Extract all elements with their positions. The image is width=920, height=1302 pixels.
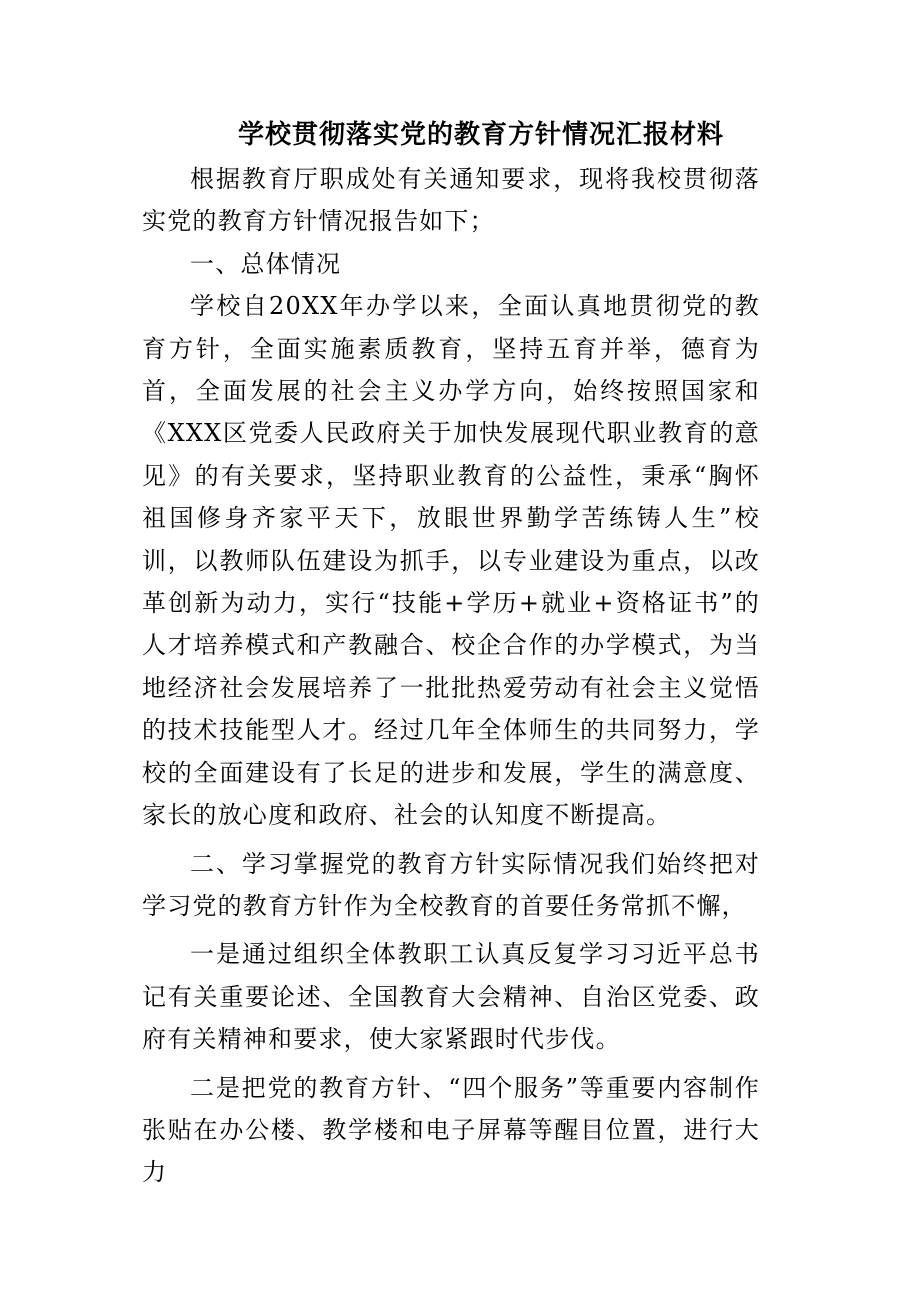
document-body [142,112,760,1194]
section-heading-overview: 一、总体情况 [190,249,342,278]
paragraph-point-two: 二是把党的教育方针、“四个服务”等重要内容制作张贴在办公楼、教学楼和电子屏幕等醒目位置，进行大力 [142,1073,760,1187]
paragraph-intro: 根据教育厅职成处有关通知要求，现将我校贯彻落实党的教育方针情况报告如下； [142,165,760,236]
paragraph-overview: 学校自20XX年办学以来，全面认真地贯彻党的教育方针，全面实施素质教育，坚持五育并举，德育为首，全面发展的社会主义办学方向，始终按照国家和《XXX区党委人民政府关于加快发展现代职业教育的意见》的有关要求，坚持职业教育的公益性，秉承“胸怀祖国修身齐家平天下，放眼世界勤学苦练铸人生”校训，以教师队伍建设为抓手，以专业建设为重点，以改革创新为动力，实行“技能+学历+就业+资格证书”的人才培养模式和产教融合、校企合作的办学模式，为当地经济社会发展培养了一批批热爱劳动有社会主义觉悟的技术技能型人才。经过几年全体师生的共同努力，学校的全面建设有了长足的进步和发展，学生的满意度、家长的放心度和政府、社会的认知度不断提高。 [142,292,760,830]
document-title: 学校贯彻落实党的教育方针情况汇报材料 [238,120,725,150]
paragraph-point-one: 一是通过组织全体教职工认真反复学习习近平总书记有关重要论述、全国教育大会精神、自治区党委、政府有关精神和要求，使大家紧跟时代步伐。 [142,940,760,1054]
paragraph-section-two: 二、学习掌握党的教育方针实际情况我们始终把对学习党的教育方针作为全校教育的首要任务常抓不懈， [142,849,760,920]
